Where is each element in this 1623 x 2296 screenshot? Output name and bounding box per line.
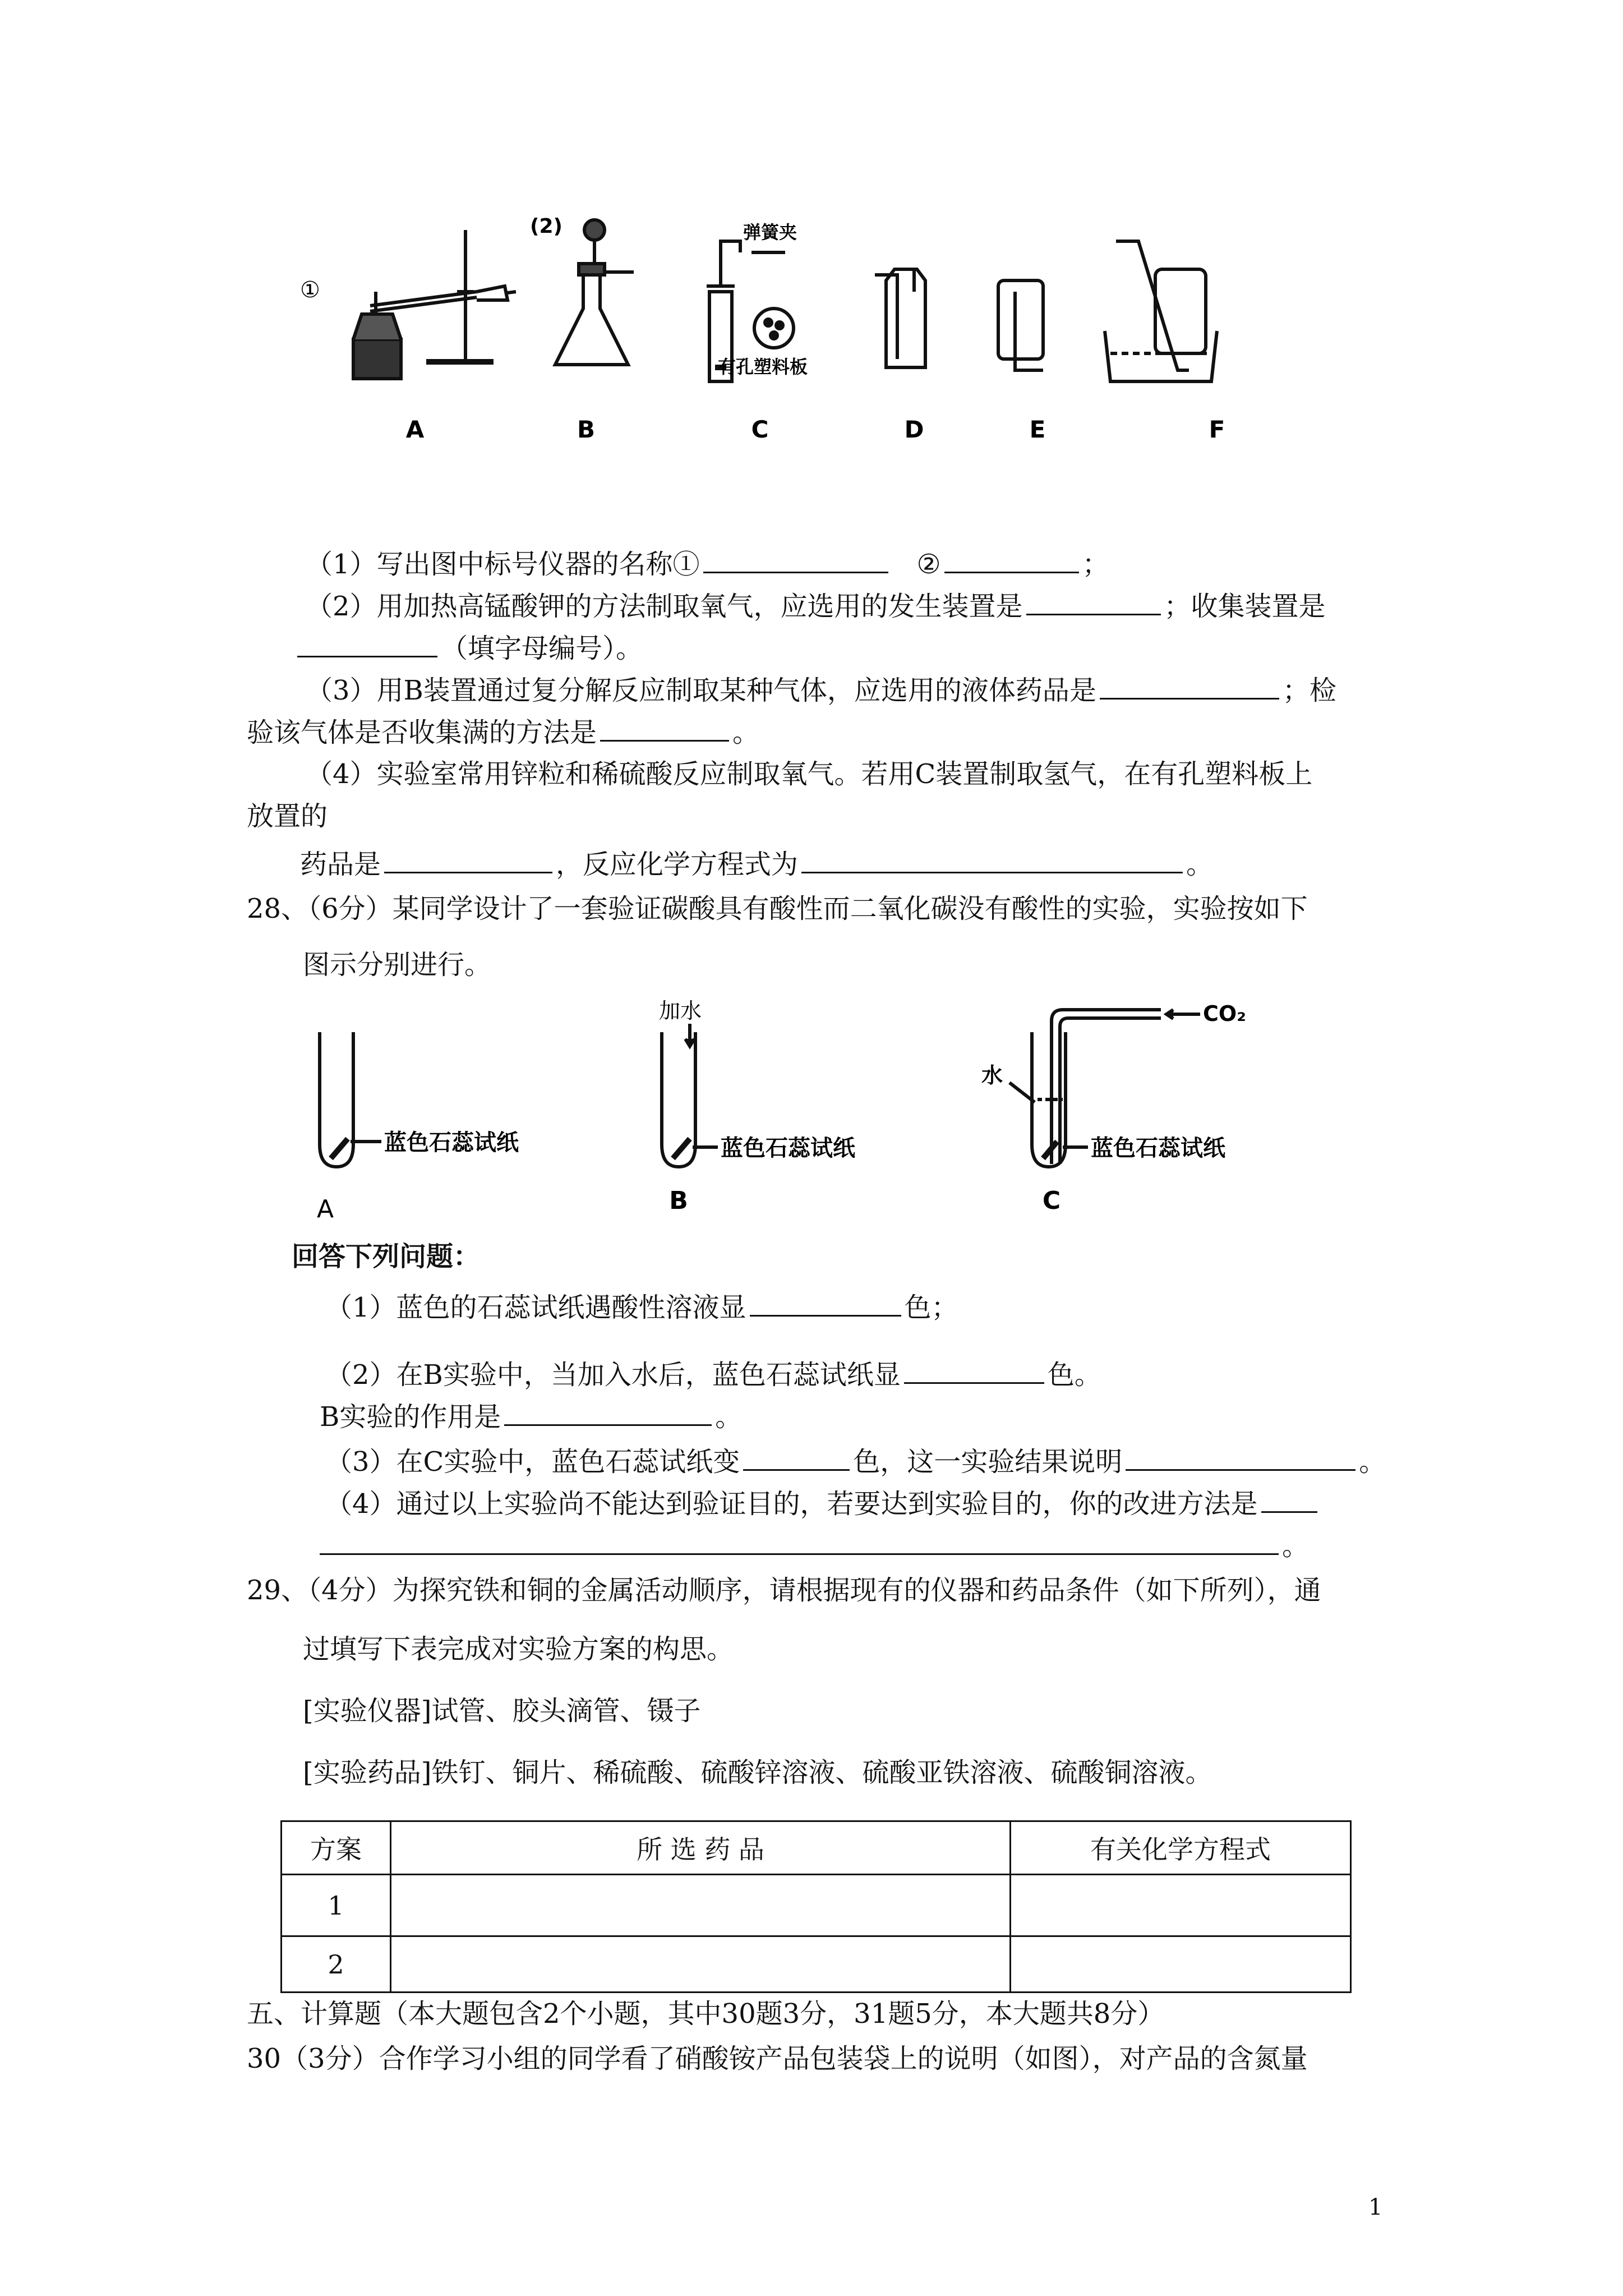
- figure1-label-e: E: [1029, 416, 1046, 443]
- spring-clip-label: 弹簧夹: [743, 222, 797, 243]
- figure1-label-f: F: [1209, 416, 1225, 443]
- page-number: 1: [1368, 2194, 1383, 2220]
- header-equation: 有关化学方程式: [1011, 1821, 1351, 1875]
- blank-improve-2[interactable]: [320, 1529, 1279, 1555]
- row-1-plan: 1: [282, 1875, 391, 1936]
- table-header-row: [282, 1821, 1351, 1875]
- figure1-label-d: D: [904, 416, 924, 443]
- litmus-figure: [303, 999, 1312, 1223]
- figure1-label-c: C: [751, 416, 769, 443]
- q29-instruments: [实验仪器]试管、胶头滴管、镊子: [303, 1695, 701, 1727]
- q27-p3-line2: 验该气体是否收集满的方法是 。: [247, 715, 759, 749]
- q27-p2-line1: （2）用加热高锰酸钾的方法制取氧气，应选用的发生装置是 ；收集装置是: [306, 589, 1326, 623]
- q29-reagents: [实验药品]铁钉、铜片、稀硫酸、硫酸锌溶液、硫酸亚铁溶液、硫酸铜溶液。: [303, 1757, 1212, 1788]
- blank-instrument-1[interactable]: [703, 547, 888, 573]
- q29-line2: 过填写下表完成对实验方案的构思。: [303, 1634, 734, 1665]
- row-2-plan: 2: [282, 1936, 391, 1993]
- q28-line2: 图示分别进行。: [303, 949, 492, 981]
- q28-a4-line2: 。: [320, 1529, 1309, 1563]
- figure1-label-b: B: [577, 416, 596, 443]
- paper-label-a: 蓝色石蕊试纸: [384, 1130, 519, 1156]
- apparatus-f: [1105, 241, 1217, 381]
- blank-liquid[interactable]: [1100, 673, 1279, 700]
- blank-method[interactable]: [600, 715, 729, 742]
- q28-a4: （4）通过以上实验尚不能达到验证目的，若要达到实验目的，你的改进方法是: [325, 1487, 1321, 1521]
- q28-a2: （2）在B实验中，当加入水后，蓝色石蕊试纸显 色。: [325, 1358, 1101, 1392]
- row-2-reagents[interactable]: [391, 1936, 1011, 1993]
- blank-drug[interactable]: [384, 847, 552, 873]
- blank-b-color[interactable]: [904, 1358, 1044, 1384]
- blank-c-color[interactable]: [743, 1444, 850, 1471]
- litmus-label-b: B: [669, 1186, 688, 1215]
- apparatus-figure: [292, 208, 1368, 477]
- apparatus-a: [353, 230, 516, 379]
- apparatus-e: [998, 280, 1043, 370]
- litmus-label-a: A: [316, 1195, 334, 1223]
- table-row: [282, 1875, 1351, 1936]
- apparatus-b: [555, 220, 634, 365]
- q29-line1: 29、（4分）为探究铁和铜的金属活动顺序，请根据现有的仪器和药品条件（如下所列），通: [247, 1575, 1321, 1606]
- plate-label: 有孔塑料板: [718, 356, 808, 378]
- tube-b: [662, 1032, 695, 1167]
- litmus-label-c: C: [1042, 1186, 1061, 1215]
- q27-p4-line3: 药品是 ，反应化学方程式为 。: [300, 847, 1213, 881]
- water-label: 水: [981, 1063, 1003, 1088]
- header-reagents: 所 选 药 品: [391, 1821, 1011, 1875]
- q28-a1: （1）蓝色的石蕊试纸遇酸性溶液显 色；: [325, 1290, 958, 1324]
- co2-label: CO₂: [1203, 1001, 1246, 1026]
- add-water-label: 加水: [659, 999, 702, 1023]
- tube-a: [320, 1032, 353, 1167]
- q28-a3: （3）在C实验中，蓝色石蕊试纸变 色，这一实验结果说明 。: [325, 1444, 1386, 1479]
- row-1-reagents[interactable]: [391, 1875, 1011, 1936]
- q27-p3-line1: （3）用B装置通过复分解反应制取某种气体，应选用的液体药品是 ；检: [306, 673, 1336, 707]
- blank-acid-color[interactable]: [750, 1290, 901, 1317]
- section-5-heading: 五、计算题（本大题包含2个小题，其中30题3分，31题5分，本大题共8分）: [247, 1998, 1165, 2030]
- row-2-equation[interactable]: [1011, 1936, 1351, 1993]
- plan-table: [280, 1820, 1352, 1993]
- q27-p1: （1）写出图中标号仪器的名称① ② ；: [306, 547, 1109, 581]
- table-row: [282, 1936, 1351, 1993]
- figure1-label-a: A: [405, 416, 425, 443]
- blank-instrument-2[interactable]: [944, 547, 1079, 573]
- header-plan: 方案: [282, 1821, 391, 1875]
- blank-c-conclusion[interactable]: [1126, 1444, 1355, 1471]
- blank-generator[interactable]: [1026, 589, 1161, 615]
- q30-line1: 30（3分）合作学习小组的同学看了硝酸铵产品包装袋上的说明（如图），对产品的含氮量: [247, 2043, 1308, 2074]
- q28-line1: 28、（6分）某同学设计了一套验证碳酸具有酸性而二氧化碳没有酸性的实验，实验按如下: [247, 893, 1308, 924]
- q27-p4-line1: （4）实验室常用锌粒和稀硫酸反应制取氧气。若用C装置制取氢气，在有孔塑料板上: [306, 758, 1313, 790]
- q28-answer-heading: 回答下列问题：: [292, 1241, 481, 1272]
- q28-a2b: B实验的作用是 。: [320, 1400, 742, 1434]
- blank-b-purpose[interactable]: [504, 1400, 712, 1426]
- marker-2: (2): [530, 215, 562, 238]
- blank-improve-1[interactable]: [1261, 1487, 1317, 1513]
- q27-p4-line2: 放置的: [247, 800, 328, 832]
- apparatus-d: [875, 269, 925, 367]
- paper-label-c: 蓝色石蕊试纸: [1091, 1135, 1225, 1161]
- marker-1: ①: [300, 277, 320, 303]
- paper-label-b: 蓝色石蕊试纸: [721, 1135, 855, 1161]
- blank-collector[interactable]: [297, 631, 437, 657]
- q27-p2-line2: （填字母编号）。: [297, 631, 643, 665]
- blank-equation[interactable]: [801, 847, 1183, 873]
- row-1-equation[interactable]: [1011, 1875, 1351, 1936]
